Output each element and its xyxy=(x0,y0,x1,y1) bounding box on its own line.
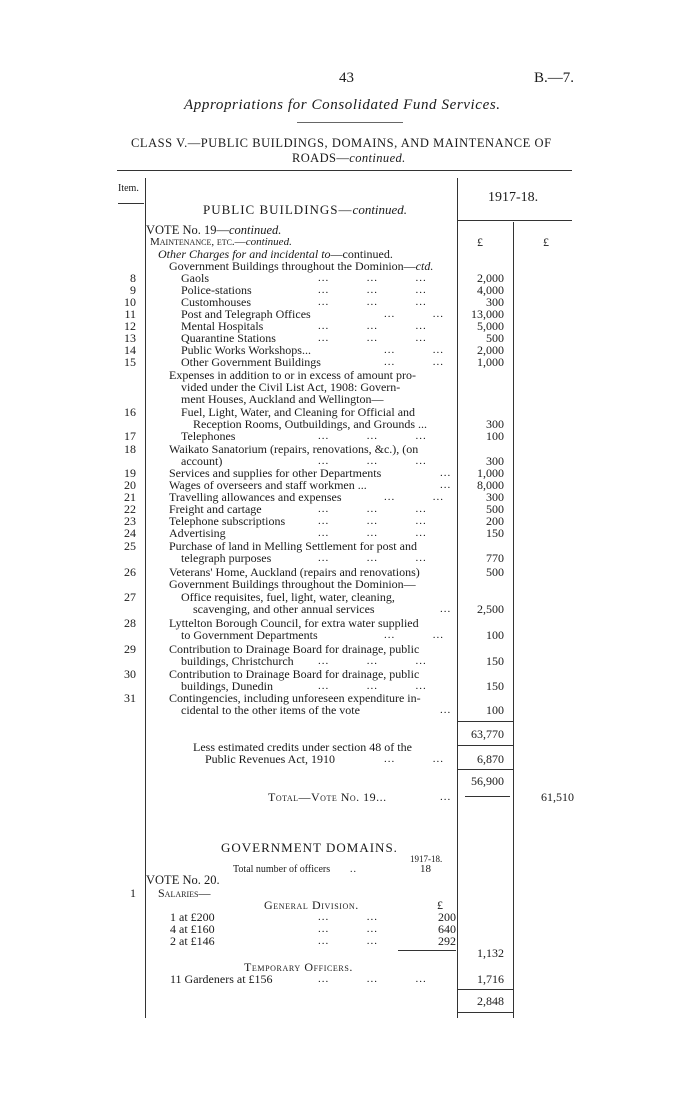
row-label: Services and supplies for other Departments xyxy=(169,466,382,480)
net-amount: 56,900 xyxy=(471,774,504,788)
maintenance-continued: continued. xyxy=(245,236,292,248)
credits-amount: 6,870 xyxy=(477,752,504,766)
row-amount: 4,000 xyxy=(477,283,504,297)
leader-dots: ... xyxy=(440,791,452,803)
leader-dots: ... ... ... xyxy=(318,296,427,308)
temporary-officers-heading: Temporary Officers. xyxy=(244,960,353,974)
item-number: 13 xyxy=(124,331,136,345)
leader-dots: ... ... ... xyxy=(318,284,427,296)
leader-dots: ... ... xyxy=(318,911,378,923)
row-label-line2: buildings, Christchurch xyxy=(181,654,294,668)
other-charges-label: Other Charges for and incidental to xyxy=(158,247,331,261)
salary-label: 2 at £146 xyxy=(170,934,215,948)
leader-dots: ... ... ... xyxy=(318,272,427,284)
salary-amount: 292 xyxy=(438,934,456,948)
domains-total: 2,848 xyxy=(477,994,504,1008)
item-number: 29 xyxy=(124,642,136,656)
item-number: 15 xyxy=(124,355,136,369)
row-amount: 2,000 xyxy=(477,343,504,357)
domains-total-rule xyxy=(458,989,513,990)
leader-dots: ... ... ... xyxy=(318,527,427,539)
row-label-line2: scavenging, and other annual services xyxy=(193,602,375,616)
row-amount: 200 xyxy=(486,514,504,528)
public-buildings-label: PUBLIC BUILDINGS— xyxy=(203,202,353,217)
row-amount: 300 xyxy=(486,417,504,431)
item-number: 26 xyxy=(124,565,136,579)
leader-dots: ... ... ... xyxy=(318,503,427,515)
leader-dots: ... xyxy=(440,479,452,491)
leader-dots: ... ... xyxy=(318,935,378,947)
item-column-rule xyxy=(145,178,146,1018)
maintenance-label: Maintenance, etc.— xyxy=(150,236,246,248)
page-title: Appropriations for Consolidated Fund Services. xyxy=(184,97,501,113)
row-label: Other Government Buildings xyxy=(181,355,321,369)
row-amount: 150 xyxy=(486,679,504,693)
class-heading-continued: continued. xyxy=(349,151,406,165)
subtotal-rule xyxy=(458,721,513,722)
row-amount: 8,000 xyxy=(477,478,504,492)
salary-amount: 200 xyxy=(438,910,456,924)
row-label-line1: Fuel, Light, Water, and Cleaning for Official and xyxy=(181,405,416,419)
subtotal-amount: 63,770 xyxy=(471,727,504,741)
general-division-total: 1,132 xyxy=(477,946,504,960)
item-number: 24 xyxy=(124,526,136,540)
gardeners-label: 11 Gardeners at £156 xyxy=(170,972,273,986)
vote-19-label: VOTE No. 19— xyxy=(146,223,229,237)
item-number: 28 xyxy=(124,616,136,630)
class-heading-line2 xyxy=(292,151,406,166)
vote-19-total-label: Total—Vote No. 19... xyxy=(268,790,387,804)
expenses-line-3: ment Houses, Auckland and Wellington— xyxy=(181,392,384,406)
row-label: Customhouses xyxy=(181,295,252,309)
pound-sign-col1: £ xyxy=(477,235,483,249)
row-label-line1: Contribution to Drainage Board for drainage, public xyxy=(169,667,420,681)
salary-label: 4 at £160 xyxy=(170,922,215,936)
item-number: 14 xyxy=(124,343,136,357)
vote-19-continued: continued. xyxy=(228,223,282,237)
credits-line-1: Less estimated credits under section 48 of the xyxy=(193,740,412,754)
item-number: 23 xyxy=(124,514,136,528)
pound-sign: £ xyxy=(437,898,443,912)
item-number: 1 xyxy=(130,886,136,900)
leader-dots: ... xyxy=(440,603,452,615)
leader-dots: ... ... xyxy=(318,923,378,935)
row-label: Advertising xyxy=(169,526,226,540)
row-amount: 770 xyxy=(486,551,504,565)
leader-dots: ... ... ... xyxy=(318,320,427,332)
govt-buildings-ctd: ctd. xyxy=(415,259,434,273)
vote-19-total-amount: 61,510 xyxy=(541,790,574,804)
row-label: Travelling allowances and expenses xyxy=(169,490,342,504)
net-rule xyxy=(465,796,510,797)
row-label: Wages of overseers and staff workmen ... xyxy=(169,478,367,492)
row-amount: 2,500 xyxy=(477,602,504,616)
row-label-line2: to Government Departments xyxy=(181,628,318,642)
row-amount: 2,000 xyxy=(477,271,504,285)
item-number: 31 xyxy=(124,691,136,705)
leader-dots: ... xyxy=(440,467,452,479)
item-number: 11 xyxy=(124,307,136,321)
row-amount: 5,000 xyxy=(477,319,504,333)
salaries-heading: Salaries— xyxy=(158,886,211,900)
item-number: 9 xyxy=(130,283,136,297)
officers-count: 18 xyxy=(420,863,431,875)
amount-column-rule-mid xyxy=(513,222,514,1018)
row-amount: 300 xyxy=(486,454,504,468)
credits-rule xyxy=(458,769,513,770)
row-amount: 100 xyxy=(486,703,504,717)
item-header-rule xyxy=(118,203,144,204)
expenses-line-2: vided under the Civil List Act, 1908: Govern- xyxy=(181,380,401,394)
row-label: Freight and cartage xyxy=(169,502,262,516)
row-label-line1: Office requisites, fuel, light, water, cleaning, xyxy=(181,590,395,604)
row-label-line1: Contingencies, including unforeseen expenditure in- xyxy=(169,691,421,705)
vote-20-heading: VOTE No. 20. xyxy=(146,873,220,887)
item-column-header: Item. xyxy=(118,183,139,194)
class-heading-roads: ROADS— xyxy=(292,151,350,165)
leader-dots: ... ... xyxy=(384,308,444,320)
row-label: Quarantine Stations xyxy=(181,331,276,345)
row-amount: 100 xyxy=(486,628,504,642)
domains-total-rule-below xyxy=(458,1012,513,1013)
item-number: 12 xyxy=(124,319,136,333)
item-number: 22 xyxy=(124,502,136,516)
row-amount: 13,000 xyxy=(471,307,504,321)
leader-dots: ... ... ... xyxy=(318,455,427,467)
row-label-line2: telegraph purposes xyxy=(181,551,272,565)
leader-dots: ... xyxy=(440,704,452,716)
govt-buildings-label: Government Buildings throughout the Dominion— xyxy=(169,259,416,273)
public-buildings-continued: continued. xyxy=(352,202,408,217)
row-label: Post and Telegraph Offices xyxy=(181,307,311,321)
row-amount: 100 xyxy=(486,429,504,443)
govt-buildings-subheading: Government Buildings throughout the Dominion— xyxy=(169,577,416,591)
table-top-rule xyxy=(117,170,572,171)
row-amount: 500 xyxy=(486,331,504,345)
item-number: 27 xyxy=(124,590,136,604)
row-label: Gaols xyxy=(181,271,209,285)
row-label-line1: Contribution to Drainage Board for drainage, public xyxy=(169,642,420,656)
row-amount: 1,000 xyxy=(477,355,504,369)
doc-reference: B.—7. xyxy=(534,70,575,86)
item-number: 20 xyxy=(124,478,136,492)
general-division-rule xyxy=(398,950,456,951)
row-label-line2: cidental to the other items of the vote xyxy=(181,703,360,717)
leader-dots: ... ... xyxy=(384,344,444,356)
leader-dots: ... ... ... xyxy=(318,680,427,692)
row-label-line2: Reception Rooms, Outbuildings, and Grounds ... xyxy=(193,417,427,431)
salary-label: 1 at £200 xyxy=(170,910,215,924)
row-label-line1: Lyttelton Borough Council, for extra water supplied xyxy=(169,616,419,630)
leader-dots: ... ... xyxy=(384,629,444,641)
section-heading-government-domains: GOVERNMENT DOMAINS. xyxy=(221,840,398,855)
class-heading-line1: CLASS V.—PUBLIC BUILDINGS, DOMAINS, AND MAINTENANCE OF xyxy=(131,136,552,150)
item-number: 17 xyxy=(124,429,136,443)
officers-year: 1917-18. xyxy=(410,854,443,864)
officers-label: Total number of officers xyxy=(233,864,331,875)
row-amount: 500 xyxy=(486,502,504,516)
section-heading-public-buildings xyxy=(203,202,407,218)
row-amount: 500 xyxy=(486,565,504,579)
row-label: Veterans' Home, Auckland (repairs and renovations) xyxy=(169,565,420,579)
leader-dots: .. xyxy=(350,864,357,875)
salary-amount: 640 xyxy=(438,922,456,936)
row-label-line2: buildings, Dunedin xyxy=(181,679,273,693)
row-label: Police-stations xyxy=(181,283,252,297)
leader-dots: ... ... ... xyxy=(318,332,427,344)
year-header-rule xyxy=(458,220,572,221)
row-label: Mental Hospitals xyxy=(181,319,264,333)
page-number: 43 xyxy=(339,70,354,86)
row-label: Telephones xyxy=(181,429,236,443)
row-label: Public Works Workshops... xyxy=(181,343,311,357)
row-amount: 300 xyxy=(486,490,504,504)
subtotal-rule-below xyxy=(458,745,513,746)
other-charges-continued: —continued. xyxy=(330,247,393,261)
item-number: 19 xyxy=(124,466,136,480)
title-rule xyxy=(297,122,403,123)
leader-dots: ... ... ... xyxy=(318,430,427,442)
row-label: Telephone subscriptions xyxy=(169,514,286,528)
pound-sign-col2: £ xyxy=(543,235,549,249)
leader-dots: ... ... ... xyxy=(318,655,427,667)
row-amount: 300 xyxy=(486,295,504,309)
leader-dots: ... ... ... xyxy=(318,515,427,527)
item-number: 16 xyxy=(124,405,136,419)
item-number: 8 xyxy=(130,271,136,285)
item-number: 25 xyxy=(124,539,136,553)
leader-dots: ... ... xyxy=(384,753,444,765)
gardeners-amount: 1,716 xyxy=(477,972,504,986)
item-number: 18 xyxy=(124,442,136,456)
row-label-line1: Purchase of land in Melling Settlement for post and xyxy=(169,539,417,553)
expenses-line-1: Expenses in addition to or in excess of amount pro- xyxy=(169,368,416,382)
credits-line-2: Public Revenues Act, 1910 xyxy=(205,752,335,766)
general-division-heading: General Division. xyxy=(264,898,359,912)
row-label-line2: account) xyxy=(181,454,223,468)
item-number: 21 xyxy=(124,490,136,504)
item-number: 30 xyxy=(124,667,136,681)
row-amount: 150 xyxy=(486,654,504,668)
row-label-line1: Waikato Sanatorium (repairs, renovations, &c.), (on xyxy=(169,442,419,456)
leader-dots: ... ... xyxy=(384,491,444,503)
row-amount: 150 xyxy=(486,526,504,540)
year-column-header: 1917-18. xyxy=(488,190,539,205)
row-amount: 1,000 xyxy=(477,466,504,480)
leader-dots: ... ... ... xyxy=(318,552,427,564)
item-number: 10 xyxy=(124,295,136,309)
leader-dots: ... ... ... xyxy=(318,973,427,985)
leader-dots: ... ... xyxy=(384,356,444,368)
